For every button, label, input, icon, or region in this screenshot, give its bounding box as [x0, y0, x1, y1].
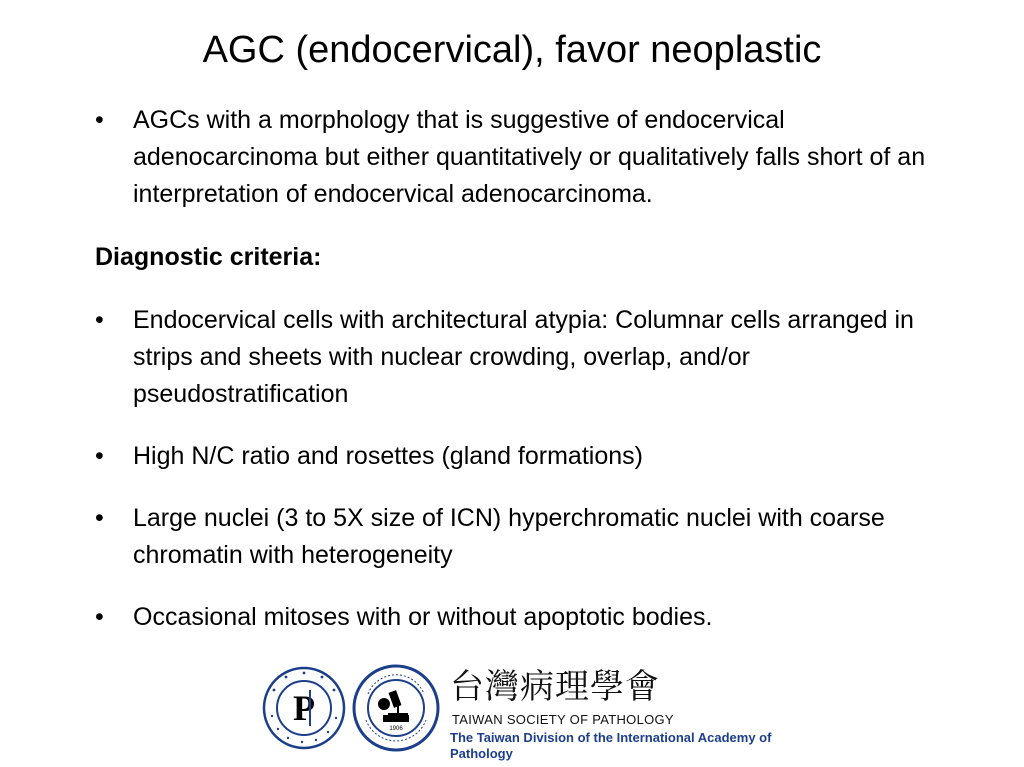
bullet-glyph: •	[95, 603, 104, 631]
bullet-glyph: •	[95, 442, 104, 470]
intro-bullet	[95, 102, 955, 213]
tsp-seal-letter: P	[293, 688, 315, 728]
iap-seal-year: 1906	[389, 726, 403, 732]
bullet-glyph: •	[95, 106, 104, 134]
org-name-chinese: 台灣病理學會	[450, 667, 660, 707]
bullet-glyph: •	[95, 504, 104, 532]
bullet-glyph: •	[95, 306, 104, 334]
criteria-text: High N/C ratio and rosettes (gland formations)	[133, 442, 643, 470]
criteria-item	[95, 599, 955, 636]
org-subtitle: The Taiwan Division of the International Academy of Pathology	[450, 730, 772, 761]
criteria-text: Occasional mitoses with or without apoptotic bodies.	[133, 603, 713, 631]
criteria-text: Endocervical cells with architectural atypia: Columnar cells arranged in strips and sheets with nuclear crowding, overlap, and/or pseudostratification	[133, 306, 914, 408]
slide-title: AGC (endocervical), favor neoplastic	[202, 29, 822, 71]
criteria-item	[95, 438, 955, 475]
intro-text: AGCs with a morphology that is suggestive of endocervical adenocarcinoma but either quantitatively or qualitatively falls short of an interpretation of endocervical adenocarcinoma.	[133, 106, 926, 208]
org-name-english: TAIWAN SOCIETY OF PATHOLOGY	[452, 712, 674, 727]
criteria-heading: Diagnostic criteria:	[95, 243, 322, 271]
criteria-item	[95, 302, 955, 413]
tsp-seal-logo	[262, 666, 346, 750]
footer-logos	[258, 658, 818, 761]
criteria-text: Large nuclei (3 to 5X size of ICN) hyperchromatic nuclei with coarse chromatin with heterogeneity	[133, 504, 885, 569]
criteria-item	[95, 500, 955, 574]
iap-seal-logo	[352, 664, 440, 752]
